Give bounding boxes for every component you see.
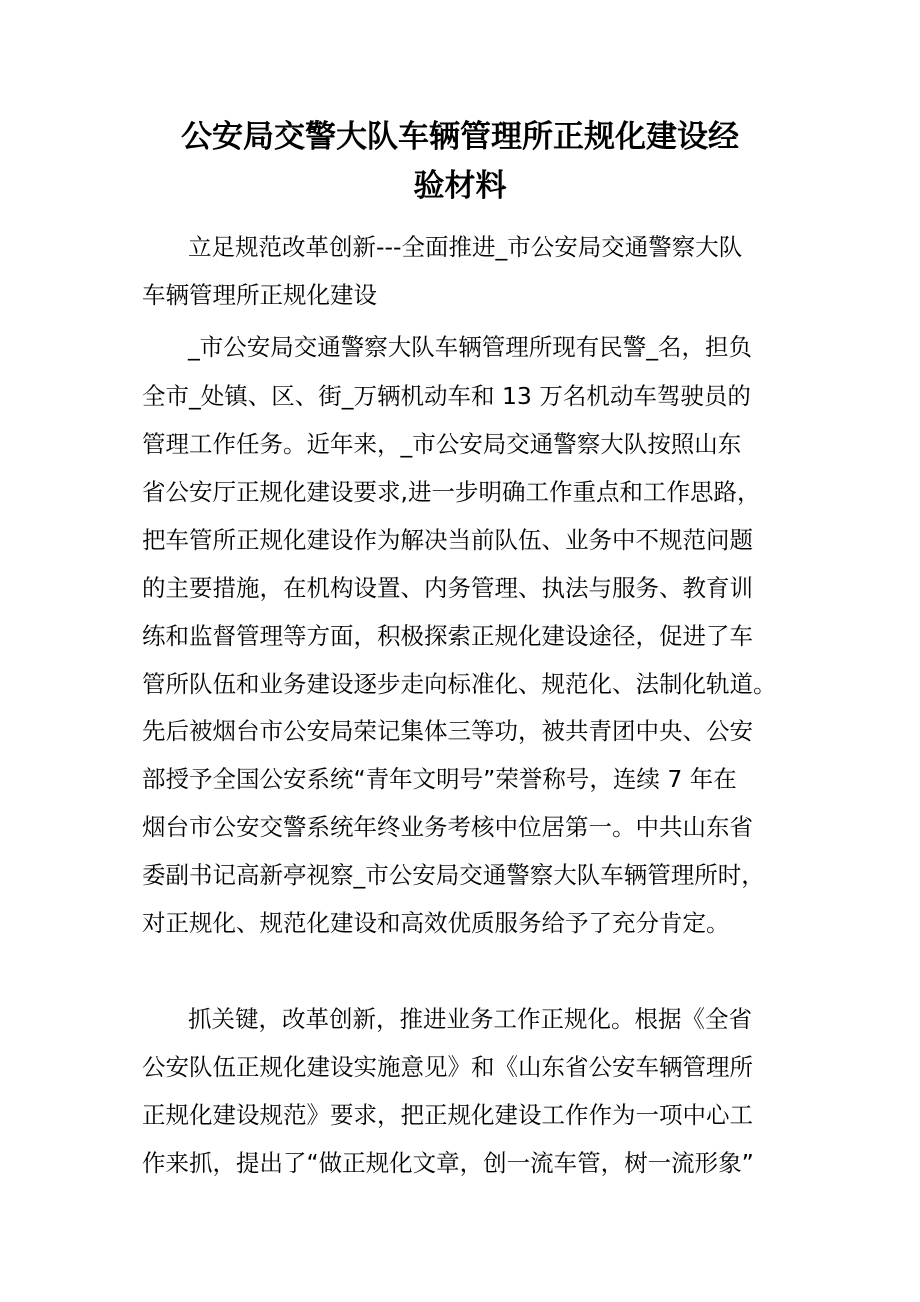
paragraph-2-line-7: 练和监督管理等方面，积极探索正规化建设途径，促进了车 [142, 622, 753, 650]
paragraph-2-line-6: 的主要措施，在机构设置、内务管理、执法与服务、教育训 [142, 574, 753, 602]
paragraph-3-line-3: 正规化建设规范》要求，把正规化建设工作作为一项中心工 [142, 1101, 753, 1129]
paragraph-1-line-2: 车辆管理所正规化建设 [142, 281, 377, 309]
document-title-line-1: 公安局交警大队车辆管理所正规化建设经 [181, 119, 739, 155]
paragraph-2-line-3: 管理工作任务。近年来，_市公安局交通警察大队按照山东 [142, 430, 742, 458]
paragraph-1-line-1: 立足规范改革创新---全面推进_市公安局交通警察大队 [188, 233, 743, 261]
paragraph-2-line-2: 全市_处镇、区、街_万辆机动车和 13 万名机动车驾驶员的 [142, 382, 751, 410]
paragraph-3-line-2: 公安队伍正规化建设实施意见》和《山东省公安车辆管理所 [142, 1053, 753, 1081]
paragraph-2-line-9: 先后被烟台市公安局荣记集体三等功，被共青团中央、公安 [142, 717, 753, 745]
document-title-line-2: 验材料 [413, 168, 507, 204]
paragraph-2-line-10: 部授予全国公安系统“青年文明号”荣誉称号，连续 7 年在 [142, 765, 737, 793]
paragraph-2-line-1: _市公安局交通警察大队车辆管理所现有民警_名，担负 [188, 333, 752, 361]
paragraph-2-line-4: 省公安厅正规化建设要求,进一步明确工作重点和工作思路， [142, 478, 761, 506]
paragraph-3-line-1: 抓关键，改革创新，推进业务工作正规化。根据《全省 [188, 1005, 752, 1033]
paragraph-2-line-13: 对正规化、规范化建设和高效优质服务给予了充分肯定。 [142, 909, 730, 937]
paragraph-2-line-5: 把车管所正规化建设作为解决当前队伍、业务中不规范问题 [142, 526, 753, 554]
paragraph-2-line-11: 烟台市公安交警系统年终业务考核中位居第一。中共山东省 [142, 813, 753, 841]
paragraph-2-line-12: 委副书记高新亭视察_市公安局交通警察大队车辆管理所时， [142, 861, 765, 889]
paragraph-2-line-8: 管所队伍和业务建设逐步走向标准化、规范化、法制化轨道。 [142, 670, 777, 698]
paragraph-3-line-4: 作来抓，提出了“做正规化文章，创一流车管，树一流形象” [142, 1149, 754, 1177]
